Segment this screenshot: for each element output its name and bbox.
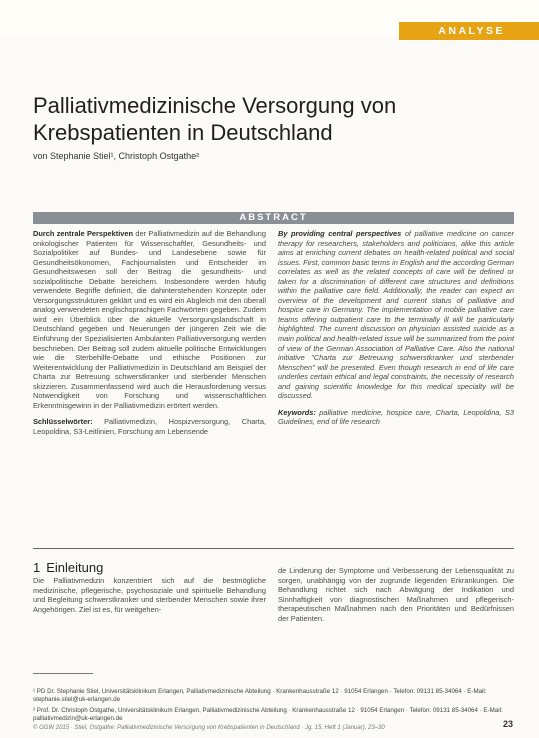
article-title: Palliativmedizinische Versorgung von Krebspatienten in Deutschland <box>33 93 397 145</box>
section-label-badge: ANALYSE <box>399 22 539 40</box>
abstract-heading: ABSTRACT <box>33 212 514 224</box>
section-divider <box>33 548 514 549</box>
article-authors: von Stephanie Stiel¹, Christoph Ostgathe² <box>33 151 200 161</box>
citation-footer: © GGW 2015 · Stiel, Ostgathe: Palliativmedizinische Versorgung von Krebspatienten in Deutschland · Jg. 15, Heft 1 (Januar), 23–30 <box>33 725 385 731</box>
keywords-english <box>278 408 514 427</box>
abstract-english-body: of palliative medicine on cancer therapy for researchers, stakeholders and politicians, alike this article aims at enriching current debates on health-related political and social issues. First, common basic terms in English and the according German correlates as well as the related concepts of care will be defined or taken for a discrimination of different care structures and definitions within the palliative care field. Additionally, the reader can expect an overview of the development and current status of palliative and hospice care in Germany. The implementation of mobile palliative care teams offering outpatient care to the terminally ill will be particularly highlighted. The current discussion on physician assisted suicide as a main political and health-related issue will be summarized from the point of view of the German Association of Palliative Care. Also the national initiative "Charta zur Betreuung schwerstkranker und sterbender Menschen" will be presented. Even though research in end of life care underlies certain ethical and legal constraints, the necessity of research and gaining scientific knowledge for this medical specialty will be discussed. <box>278 229 514 401</box>
abstract-german <box>33 229 266 436</box>
keywords-german-text: Palliativmedizin, Hospizversorgung, Charta, Leopoldina, S3-Leitlinien, Forschung am Lebensende <box>33 417 266 436</box>
section-heading <box>33 560 103 575</box>
keywords-german <box>33 417 266 436</box>
keywords-german-label: Schlüsselwörter: <box>33 417 93 427</box>
body-column-left <box>33 576 266 614</box>
keywords-english-label: Keywords: <box>278 407 316 417</box>
abstract-english-lead: By providing central perspectives <box>278 229 402 238</box>
abstract-german-lead: Durch zentrale Perspektiven <box>33 229 134 238</box>
body-paragraph-continued: de Linderung der Symptome und Verbesserung der Lebensqualität zu sorgen, unabhängig von der zugrunde liegenden Erkrankungen. Die Behandlung richtet sich nach Abwägung der Indikation und Sinnhaftigkeit von diagnostischen Maßnahmen und pflegerisch-therapeutischen Maßnahmen nach den Prioritäten und Bedürfnissen der Patienten. <box>278 566 514 623</box>
footnote-2: ² Prof. Dr. Christoph Ostgathe, Universitätsklinikum Erlangen, Palliativmedizinische Abteilung · Krankenhausstraße 12 · 91054 Erlangen · Telefon: 09131 85-34064 · E-Mail: palliativmedizin@uk-erlangen.de <box>33 707 503 722</box>
abstract-german-text <box>33 229 266 410</box>
footnote-divider <box>33 673 93 674</box>
footnote-1: ¹ PD Dr. Stephanie Stiel, Universitätsklinikum Erlangen, Palliativmedizinische Abteilung · Krankenhausstraße 12 · 91054 Erlangen · Telefon: 09131 85-34064 · E-Mail: stephanie.stiel@uk-erlangen.de <box>33 688 487 703</box>
abstract-german-body: der Palliativmedizin auf die Behandlung onkologischer Patienten für Wissenschaftler, Gesundheits- und Sozialpolitiker auf Bundes- und Landesebene sowie für Gesundheitsökonomen, Fachjournalisten und Entscheider im Gesundheitswesen soll der Beitrag die gesundheits- und sozialpolitische Debatte bereichern. Insbesondere werden häufig verwendete Begriffe definiert, die dahinterstehenden Konzepte oder Versorgungsstrukturen geklärt und es wird ein Abgleich mit den überall analog verwendeten englischsprachigen Fachwörtern gegeben. Zudem wird ein Überblick über die aktuelle Versorgungslandschaft in Deutschland gegeben und Neuerungen der jüngeren Zeit wie die Einführung der Spezialisierten Ambulanten Palliativversorgung werden beschrieben. Der Beitrag soll zudem aktuelle politische Entwicklungen wie die Sterbehilfe-Debatte und ethische Positionen zur Weiterentwicklung der Palliativmedizin in Deutschland am Beispiel der Charta zur Betreuung schwerstkranker und sterbender Menschen skizzieren. Zusammenfassend wird auch die Herausforderung versus Notwendigkeit von Forschung und wissenschaftlichen Erkenntnisgewinn in der Palliativmedizin erörtert werden. <box>33 229 266 410</box>
section-number: 1 <box>33 560 41 575</box>
page-number: 23 <box>502 719 513 729</box>
abstract-english <box>278 229 514 427</box>
section-title: Einleitung <box>46 560 104 575</box>
body-paragraph: Die Palliativmedizin konzentriert sich auf die bestmögliche medizinische, pflegerische, psychosoziale und spirituelle Behandlung und Begleitung schwerstkranker und sterbender Menschen sowie ihrer Angehörigen. Ziel ist es, für weitgehen- <box>33 576 266 614</box>
body-column-right <box>278 566 514 624</box>
abstract-english-text <box>278 229 514 401</box>
keywords-english-text: palliative medicine, hospice care, Charta, Leopoldina, S3 Guidelines, end of life research <box>278 407 514 427</box>
